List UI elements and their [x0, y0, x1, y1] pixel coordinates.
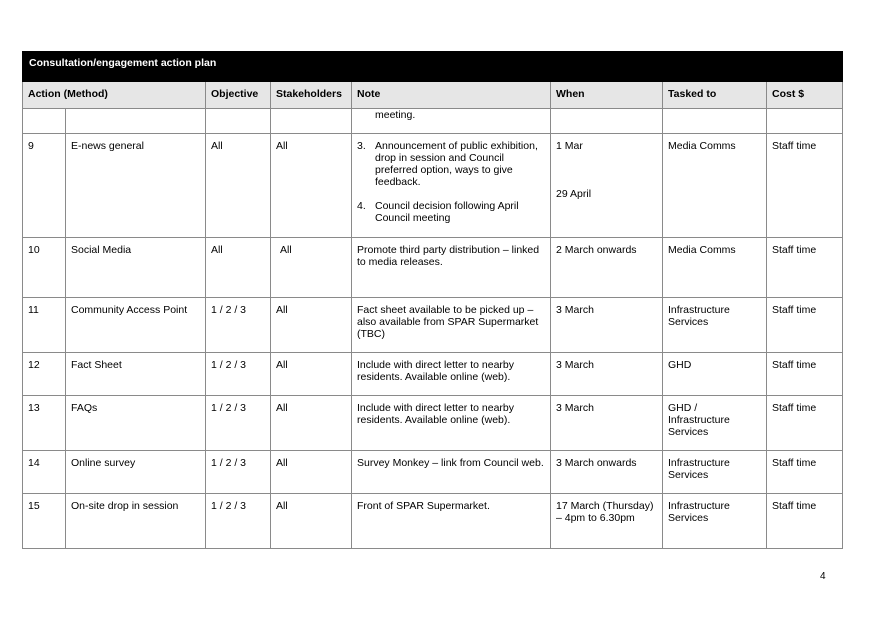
row-note: Fact sheet available to be picked up – also available from SPAR Supermarket (TBC) [352, 298, 551, 353]
row-cost: Staff time [767, 238, 843, 298]
row-when: 17 March (Thursday) – 4pm to 6.30pm [551, 494, 663, 549]
row-stakeholders: All [271, 238, 352, 298]
row-note: Include with direct letter to nearby residents. Available online (web). [352, 353, 551, 396]
when-date: 29 April [556, 188, 592, 200]
row-objective: 1 / 2 / 3 [206, 494, 271, 549]
row-cost: Staff time [767, 451, 843, 494]
row-objective: 1 / 2 / 3 [206, 451, 271, 494]
row-stakeholders: All [271, 451, 352, 494]
row-when: 2 March onwards [551, 238, 663, 298]
row-cost: Staff time [767, 396, 843, 451]
row-number: 12 [23, 353, 66, 396]
row-objective: All [206, 238, 271, 298]
row-stakeholders: All [271, 353, 352, 396]
row-method: Fact Sheet [66, 353, 206, 396]
note-item-number: 4. [357, 200, 366, 212]
row-number: 9 [23, 134, 66, 238]
row-cost: Staff time [767, 134, 843, 238]
row-tasked-to: Infrastructure Services [663, 494, 767, 549]
row-number: 11 [23, 298, 66, 353]
table-row [23, 494, 843, 549]
row-stakeholders: All [271, 396, 352, 451]
row-tasked-to: Media Comms [663, 238, 767, 298]
row-method: Online survey [66, 451, 206, 494]
row-note: Front of SPAR Supermarket. [352, 494, 551, 549]
row-stakeholders: All [271, 298, 352, 353]
row-stakeholders: All [271, 494, 352, 549]
row-when: 3 March [551, 353, 663, 396]
row-tasked-to: GHD / Infrastructure Services [663, 396, 767, 451]
note-item-text: Council decision following April Council meeting [375, 200, 519, 224]
row-number: 14 [23, 451, 66, 494]
page-number: 4 [820, 571, 826, 582]
table-row-continued [23, 109, 843, 134]
note-item [357, 200, 545, 224]
row-objective: All [206, 134, 271, 238]
note-item-text: Announcement of public exhibition, drop in session and Council preferred option, ways to give feedback. [375, 140, 538, 188]
row-stakeholders: All [271, 134, 352, 238]
action-plan-table [22, 51, 843, 549]
header-objective: Objective [206, 82, 271, 109]
row-note: Include with direct letter to nearby residents. Available online (web). [352, 396, 551, 451]
row-method: FAQs [66, 396, 206, 451]
table-row [23, 451, 843, 494]
header-tasked-to: Tasked to [663, 82, 767, 109]
header-note: Note [352, 82, 551, 109]
table-row [23, 134, 843, 238]
header-cost: Cost $ [767, 82, 843, 109]
row-objective: 1 / 2 / 3 [206, 298, 271, 353]
table-row [23, 298, 843, 353]
row-when: 3 March [551, 298, 663, 353]
continued-note: meeting. [352, 109, 551, 134]
header-stakeholders: Stakeholders [271, 82, 352, 109]
row-number: 13 [23, 396, 66, 451]
row-method: Community Access Point [66, 298, 206, 353]
when-date: 1 Mar [556, 140, 583, 152]
row-cost: Staff time [767, 494, 843, 549]
row-cost: Staff time [767, 353, 843, 396]
row-tasked-to: Infrastructure Services [663, 451, 767, 494]
table-row [23, 238, 843, 298]
table-title-row [23, 52, 843, 82]
row-tasked-to: GHD [663, 353, 767, 396]
note-item-number: 3. [357, 140, 366, 152]
row-tasked-to: Infrastructure Services [663, 298, 767, 353]
header-action-method: Action (Method) [23, 82, 206, 109]
row-when [551, 134, 663, 238]
row-number: 15 [23, 494, 66, 549]
row-cost: Staff time [767, 298, 843, 353]
row-method: On-site drop in session [66, 494, 206, 549]
table-header-row [23, 82, 843, 109]
table-row [23, 396, 843, 451]
note-item [357, 140, 545, 188]
row-objective: 1 / 2 / 3 [206, 353, 271, 396]
table-row [23, 353, 843, 396]
row-note: Survey Monkey – link from Council web. [352, 451, 551, 494]
row-tasked-to: Media Comms [663, 134, 767, 238]
row-method: Social Media [66, 238, 206, 298]
table-title: Consultation/engagement action plan [23, 52, 843, 82]
row-note: Promote third party distribution – linked to media releases. [352, 238, 551, 298]
row-when: 3 March onwards [551, 451, 663, 494]
row-note [352, 134, 551, 238]
row-when: 3 March [551, 396, 663, 451]
row-method: E-news general [66, 134, 206, 238]
row-number: 10 [23, 238, 66, 298]
row-objective: 1 / 2 / 3 [206, 396, 271, 451]
header-when: When [551, 82, 663, 109]
